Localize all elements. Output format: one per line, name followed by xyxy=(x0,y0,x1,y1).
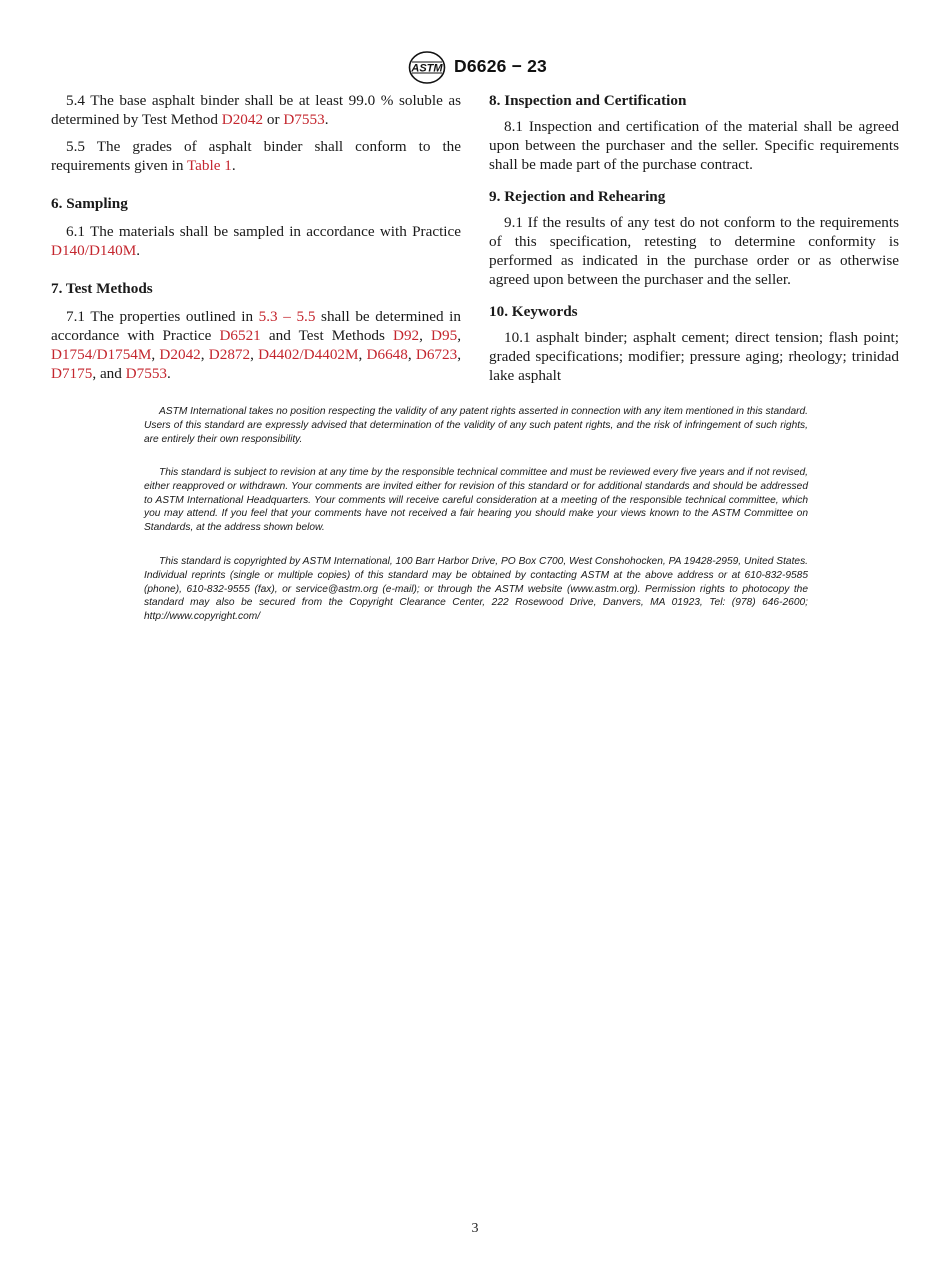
left-column xyxy=(51,91,461,383)
text: . xyxy=(136,242,141,259)
paragraph-5-5 xyxy=(51,137,461,175)
revision-notice xyxy=(144,466,808,535)
right-column xyxy=(489,91,899,385)
text: 6.1 The materials shall be sampled in accordance with Practice xyxy=(66,223,461,240)
heading-keywords: 10. Keywords xyxy=(489,303,578,320)
text: 5.4 The base asphalt binder shall be at least 99.0 % soluble as determined by Test Method xyxy=(51,92,461,128)
link-d6648[interactable]: D6648 xyxy=(366,346,408,363)
heading-rejection-rehearing: 9. Rejection and Rehearing xyxy=(489,188,666,205)
svg-text:ASTM: ASTM xyxy=(411,62,443,75)
link-d2042[interactable]: D2042 xyxy=(221,111,264,128)
heading-test-methods: 7. Test Methods xyxy=(51,280,153,297)
text: . xyxy=(324,111,329,128)
link-d1754[interactable]: D1754/D1754M xyxy=(51,346,152,363)
page-number: 3 xyxy=(471,1221,479,1236)
text: , xyxy=(250,346,259,363)
link-d140[interactable]: D140/D140M xyxy=(51,242,137,259)
text: , xyxy=(407,346,416,363)
link-d7175[interactable]: D7175 xyxy=(51,365,93,382)
paragraph-5-4 xyxy=(51,91,461,129)
link-d2872[interactable]: D2872 xyxy=(208,346,251,363)
standard-designation: D6626 − 23 xyxy=(454,56,547,76)
copyright-notice xyxy=(144,555,808,624)
patent-notice xyxy=(144,405,808,446)
text: 7.1 The properties outlined in xyxy=(66,308,259,325)
link-5-3-5-5[interactable]: 5.3 – 5.5 xyxy=(258,308,316,325)
text: or xyxy=(263,111,284,128)
text: , xyxy=(457,327,461,344)
text: , xyxy=(358,346,367,363)
text: , xyxy=(457,346,462,363)
link-d6723[interactable]: D6723 xyxy=(415,346,458,363)
paragraph-10-1: 10.1 asphalt binder; asphalt cement; direct tension; flash point; graded specifications; modifier; pressure aging; rheology; trinidad lake asphalt xyxy=(489,329,899,384)
text: , xyxy=(151,346,160,363)
text: 5.5 The grades of asphalt binder shall conform to the requirements given in xyxy=(51,138,461,174)
text: . xyxy=(231,157,236,174)
link-d7553[interactable]: D7553 xyxy=(283,111,325,128)
text: shall be determined in accordance with Practice xyxy=(51,308,461,344)
text: , and xyxy=(92,365,126,382)
link-d2042[interactable]: D2042 xyxy=(159,346,201,363)
link-d4402[interactable]: D4402/D4402M xyxy=(258,346,359,363)
revision-notice-text: This standard is subject to revision at any time by the responsible technical committee and must be reviewed every five years and if not revised, either reapproved or withdrawn. Your comments are invited either for revision of this standard or for additional standards and should be addressed to ASTM International Headquarters. Your comments will receive careful consideration at a meeting of the responsible technical committee, which you may attend. If you feel that your comments have not received a fair hearing you should make your views known to the ASTM Committee on Standards, at the address shown below. xyxy=(144,467,808,534)
heading-sampling: 6. Sampling xyxy=(51,195,128,212)
text: . xyxy=(167,365,171,382)
paragraph-8-1: 8.1 Inspection and certification of the material shall be agreed upon between the purchaser and the seller. Specific requirements shall be made part of the purchase contract. xyxy=(489,118,899,173)
link-d6521[interactable]: D6521 xyxy=(219,327,261,344)
heading-inspection-certification: 8. Inspection and Certification xyxy=(489,92,687,109)
patent-notice-text: ASTM International takes no position respecting the validity of any patent rights asserted in connection with any item mentioned in this standard. Users of this standard are expressly advised that determination of the validity of any such patent rights, and the risk of infringement of such rights, are entirely their own responsibility. xyxy=(144,406,808,445)
page-header xyxy=(0,50,950,86)
text: and Test Methods xyxy=(260,327,393,344)
link-d92[interactable]: D92 xyxy=(393,327,420,344)
paragraph-6-1 xyxy=(51,222,461,260)
paragraph-9-1: 9.1 If the results of any test do not conform to the requirements of this specification, retesting to determine conformity is performed as indicated in the purchase order or as otherwise agreed upon between the purchaser and the seller. xyxy=(489,214,899,288)
link-d7553[interactable]: D7553 xyxy=(125,365,168,382)
link-table-1[interactable]: Table 1 xyxy=(186,157,232,174)
paragraph-7-1 xyxy=(51,307,461,383)
text: , xyxy=(200,346,209,363)
astm-logo-icon xyxy=(408,51,446,84)
copyright-notice-text: This standard is copyrighted by ASTM International, 100 Barr Harbor Drive, PO Box C700, West Conshohocken, PA 19428-2959, United States. Individual reprints (single or multiple copies) of this standard may be obtained by contacting ASTM at the above address or at 610-832-9585 (phone), 610-832-9555 (fax), or service@astm.org (e-mail); or through the ASTM website (www.astm.org). Permission rights to photocopy the standard may also be secured from the Copyright Clearance Center, 222 Rosewood Drive, Danvers, MA 01923, Tel: (978) 646-2600; http://www.copyright.com/ xyxy=(144,556,808,623)
link-d95[interactable]: D95 xyxy=(431,327,458,344)
text: , xyxy=(419,327,432,344)
